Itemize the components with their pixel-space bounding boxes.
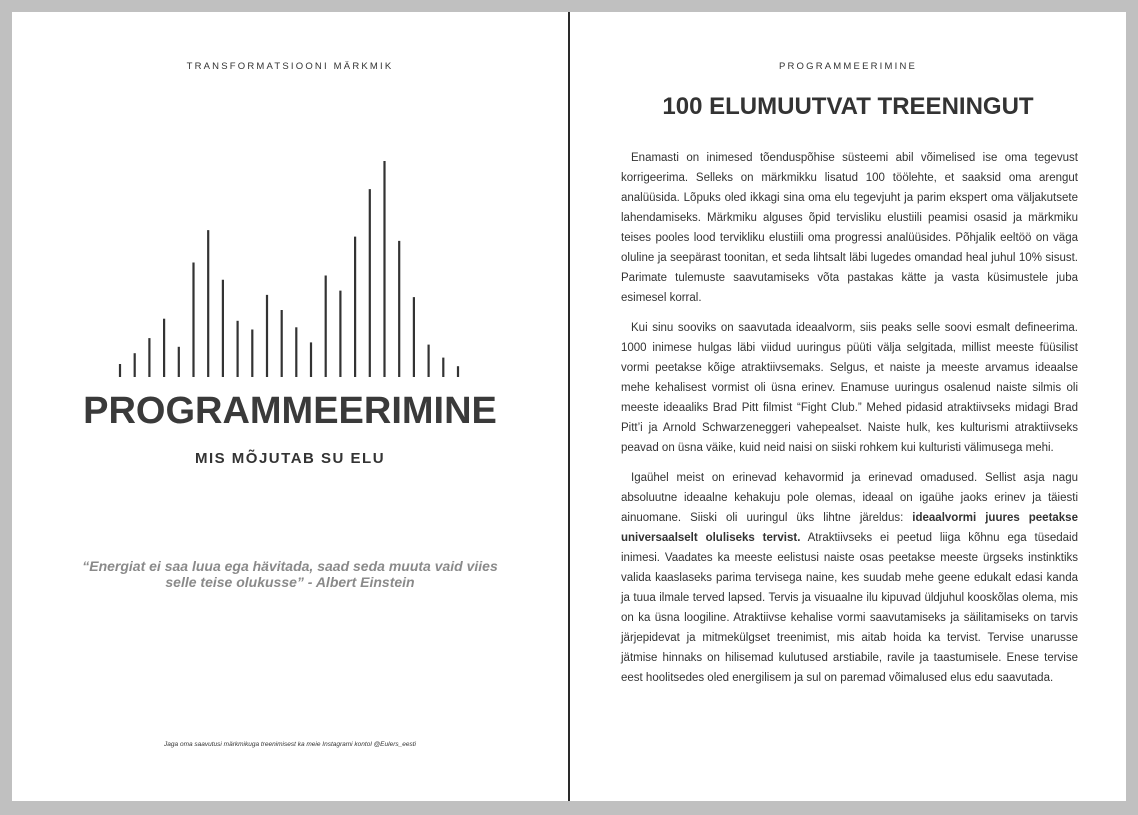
article-title: 100 ELUMUUTVAT TREENINGUT: [662, 93, 1034, 120]
waveform-graphic: [12, 12, 568, 412]
paragraph-3-end: Atraktiivseks ei peetud liiga kõhnu ega tüsedaid inimesi. Vaadates ka meeste eelistusi naiste osas peetakse meeste ürgseks instinktiks valida kaaslaseks parima tervisega naine, kes suudab mehe geene edukalt edasi kanda ja tuua ilmale terved lapsed. Tervis ja visuaalne ilu kipuvad üldjuhul kooskõlas olema, mis on ka üsna loogiline. Atraktiivse kehalise vormi saavutamiseks ja säilitamiseks on tarvis järjepidevat ja mitmekülgset treenimist, mis aitab hoida ka tervist. Tervise unarusse jätmise hinnaks on hilisemad kulutused arstiabile, ravile ja taastumisele. Enese tervise eest hoolitsedes oled energilisem ja sul on paremad võimalused elus edu saavutada.: [621, 532, 1078, 684]
paragraph-2: Kui sinu sooviks on saavutada ideaalvorm, siis peaks selle soovi esmalt defineerima. 1000 inimese hulgas läbi viidud uuringus püüti välja selgitada, millist meeste füüsilist vormi peetakse kõige atraktiivsemaks. Selgus, et naiste ja meeste arvamus ideaalse mehe kehalisest vormist oli üsna erinev. Enamuse uuringus osalenud naiste silmis oli meeste ideaaliks Brad Pitt filmist “Fight Club.” Mehed pidasid atraktiivseks midagi Brad Pitt’i ja Arnold Schwarzeneggeri vahepealset. Naiste hulk, kes kulturismi atraktiivseks peavad on üsna väike, kuid neid naisi on siiski rohkem kui kulturisti välimusega mehi.: [621, 322, 1078, 454]
left-running-head: TRANSFORMATSIOONI MÄRKMIK: [186, 61, 394, 72]
paragraph-1: Enamasti on inimesed tõenduspõhise süsteemi abil võimelised ise oma tegevust korrigeerima. Selleks on märkmikku lisatud 100 töölehte, et saaksid oma arengut analüüsida. Lõpuks oled ikkagi sina oma elu tegevjuht ja parim ekspert oma väljakutsete lahendamiseks. Märkmiku alguses õpid tervisliku elustiili peamisi osasid ja märkmiku teises pooles lood tervikliku elustiili oma progressi analüüsides. Põhjalik eeltöö on väga oluline ja seepärast toonitan, et seda lihtsalt läbi lugedes omandad heal juhul 10% sisust. Parimate tulemuste saavutamiseks võta pastakas kätte ja vasta küsimustele juba esimesel korral.: [621, 152, 1078, 304]
right-page: [570, 12, 1126, 801]
article-body: [621, 148, 1078, 698]
paragraph-3: [621, 468, 1078, 688]
quote-line-2: selle teise olukusse” - Albert Einstein: [165, 574, 415, 590]
left-page: [12, 12, 568, 801]
quote-line-1: “Energiat ei saa luua ega hävitada, saad seda muuta vaid viies: [82, 558, 498, 574]
right-running-head: PROGRAMMEERIMINE: [778, 61, 918, 72]
cover-title: PROGRAMMEERIMINE: [83, 390, 497, 432]
footnote: Jaga oma saavutusi märkmikuga treenimisest ka meie Instagrami kontol @Eulers_eesti: [164, 741, 416, 748]
paragraph-3-bold: ideaalvormi juures peetakse universaalselt oluliseks tervist.: [621, 512, 1078, 544]
cover-subtitle: MIS MÕJUTAB SU ELU: [194, 450, 386, 467]
quote: [52, 558, 528, 590]
paragraph-3-start: Igaühel meist on erinevad kehavormid ja erinevad omadused. Sellist asja nagu absoluutne ideaalne kehakuju pole olemas, ideaal on igaühe jaoks erinev ja täiesti ainuomane. Siiski oli uuringul üks lihtne järeldus:: [621, 472, 1078, 524]
